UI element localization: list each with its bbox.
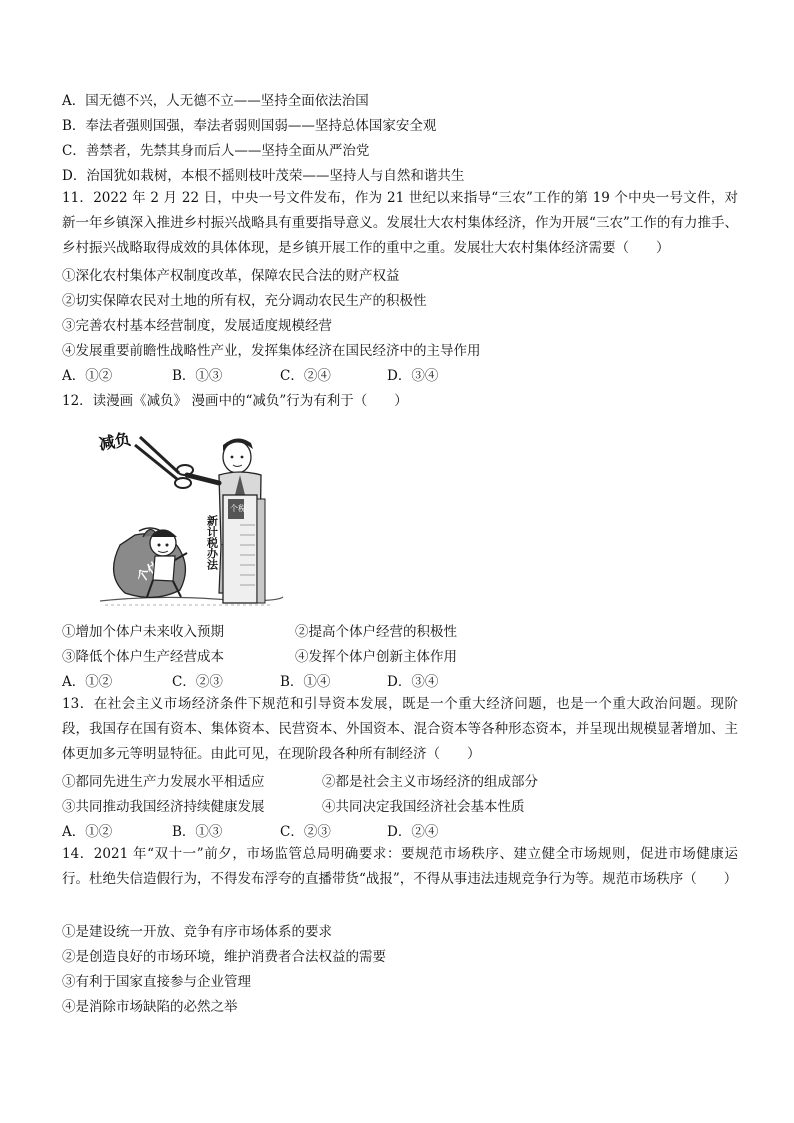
q11-item-3: ③完善农村基本经营制度，发展适度规模经营 — [62, 318, 332, 334]
q12-choice-b: B．①④ — [280, 674, 331, 690]
q13-choice-a: A．①② — [62, 824, 113, 840]
q13-choice-d: D．②④ — [387, 824, 439, 840]
q11-item-1: ①深化农村集体产权制度改革，保障农民合法的财产权益 — [62, 268, 400, 284]
q14-stem: 14．2021 年“双十一”前夕，市场监管总局明确要求：要规范市场秩序、建立健全市场规则，促进市场健康运行。杜绝失信造假行为，不得发布浮夸的直播带货“战报”，不得从事违法违规竞争行为等。规范市场秩序（ ） — [62, 846, 738, 887]
q11-choice-b: B．①③ — [172, 368, 223, 384]
q11-stem: 11．2022 年 2 月 22 日，中央一号文件发布，作为 21 世纪以来指导“三农”工作的第 19 个中央一号文件，对新一年乡镇深入推进乡村振兴战略具有重要指导意义。发展壮大农村集体经济，作为开展“三农”工作的有力推手、乡村振兴战略取得成效的具体体现，是乡镇开展工作的重中之重。发展壮大农村集体经济需要（ ） — [62, 190, 738, 256]
q10-option-a: A．国无德不兴，人无德不立——坚持全面依法治国 — [62, 93, 369, 109]
q13-item-2: ②都是社会主义市场经济的组成部分 — [322, 774, 538, 790]
q14-item-2: ②是创造良好的市场环境，维护消费者合法权益的需要 — [62, 949, 386, 965]
q13-item-1: ①都同先进生产力发展水平相适应 — [62, 774, 265, 790]
q14-item-3: ③有利于国家直接参与企业管理 — [62, 974, 251, 990]
q12-item-2: ②提高个体户经营的积极性 — [295, 624, 457, 640]
q12-choice-c: C．②③ — [172, 674, 223, 690]
q11-item-4: ④发展重要前瞻性战略性产业，发挥集体经济在国民经济中的主导作用 — [62, 343, 481, 359]
q13-item-3: ③共同推动我国经济持续健康发展 — [62, 799, 265, 815]
q10-option-b: B．奉法者强则国强，奉法者弱则国弱——坚持总体国家安全观 — [62, 118, 437, 134]
q10-option-c: C．善禁者，先禁其身而后人——坚持全面从严治党 — [62, 143, 370, 159]
q12-choice-a: A．①② — [62, 674, 113, 690]
q13-stem: 13．在社会主义市场经济条件下规范和引导资本发展，既是一个重大经济问题，也是一个重大政治问题。现阶段，我国存在国有资本、集体资本、民营资本、外国资本、混合资本等各种形态资本，并呈现出规模显著增加、主体更加多元等明显特征。由此可见，在现阶段各种所有制经济（ ） — [62, 696, 738, 762]
q13-item-4: ④共同决定我国经济社会基本性质 — [322, 799, 525, 815]
q12-choice-d: D．③④ — [387, 674, 439, 690]
q14-item-4: ④是消除市场缺陷的必然之举 — [62, 999, 238, 1015]
cartoon-title: 减负 — [97, 429, 133, 454]
q11-choice-c: C．②④ — [280, 368, 331, 384]
q10-option-d: D．治国犹如栽树，本根不摇则枝叶茂荣——坚持人与自然和谐共生 — [62, 168, 465, 184]
q14-item-1: ①是建设统一开放、竞争有序市场体系的要求 — [62, 924, 332, 940]
cartoon-book-label: 新计税办法 — [205, 515, 219, 570]
q11-choice-d: D．③④ — [387, 368, 439, 384]
q12-item-3: ③降低个体户生产经营成本 — [62, 649, 224, 665]
cartoon-book-tag: 个税 — [230, 504, 246, 513]
cartoon-jianfu — [95, 425, 285, 610]
q11-choice-a: A．①② — [62, 368, 113, 384]
q12-item-1: ①增加个体户未来收入预期 — [62, 624, 224, 640]
q12-item-4: ④发挥个体户创新主体作用 — [295, 649, 457, 665]
q12-stem: 12．读漫画《减负》 漫画中的“减负”行为有利于（ ） — [62, 393, 408, 409]
q11-item-2: ②切实保障农民对土地的所有权，充分调动农民生产的积极性 — [62, 293, 427, 309]
q13-choice-c: C．②③ — [280, 824, 331, 840]
q13-choice-b: B．①③ — [172, 824, 223, 840]
